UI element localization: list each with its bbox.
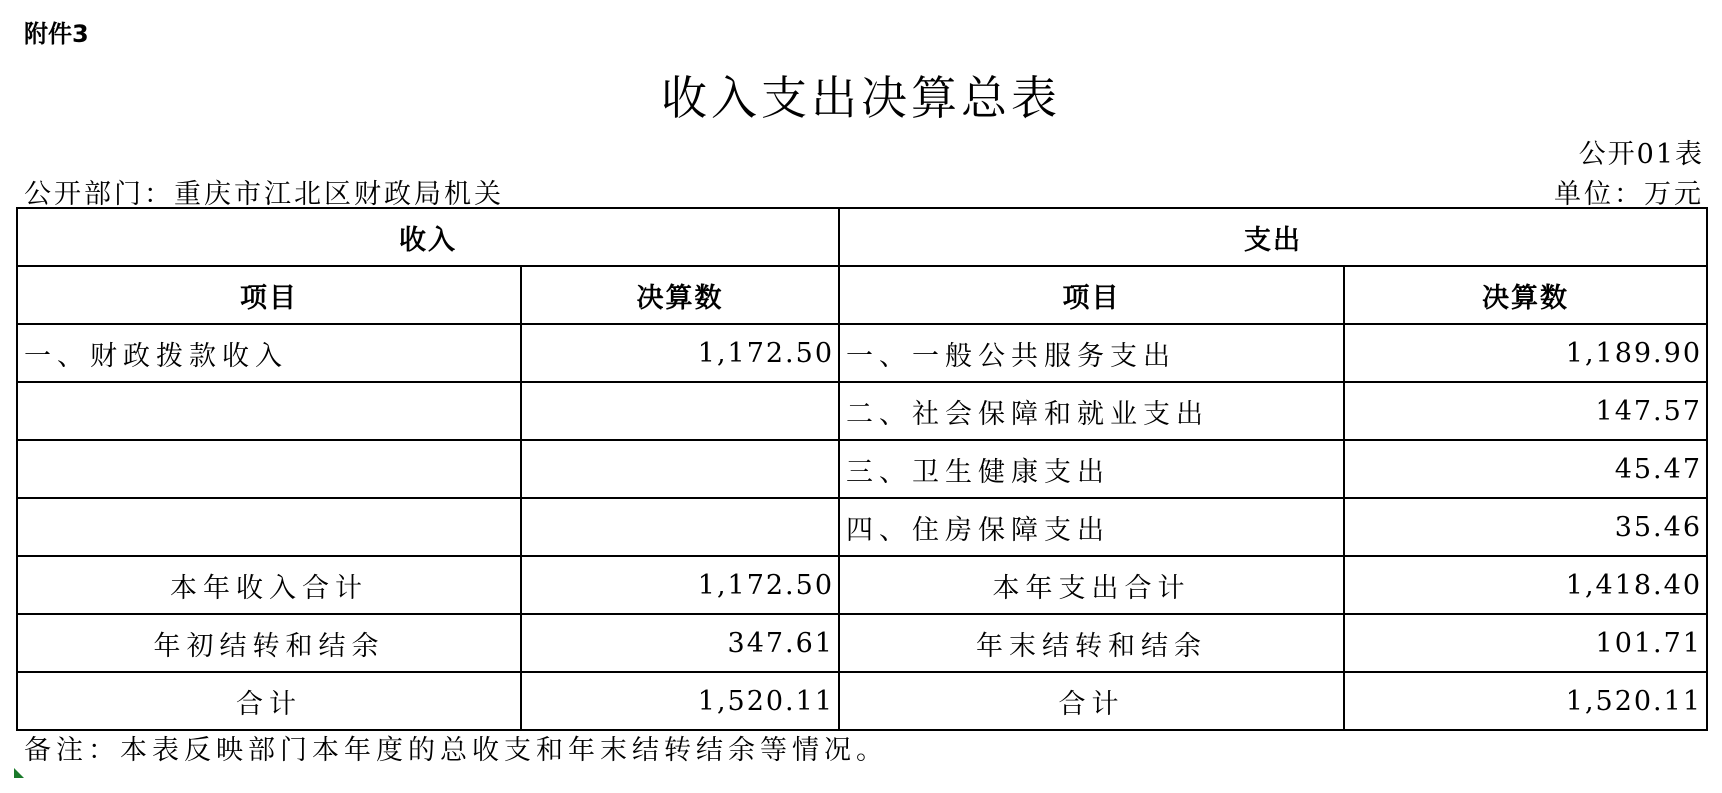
- expense-item: 二、社会保障和就业支出: [839, 382, 1344, 440]
- income-item: [17, 440, 521, 498]
- income-item-header: 项目: [17, 266, 521, 324]
- income-amount: [521, 440, 839, 498]
- income-amount: 1,172.50: [521, 324, 839, 382]
- income-total-amount: 1,172.50: [521, 556, 839, 614]
- table-row: [17, 382, 1707, 440]
- income-carryover-amount: 347.61: [521, 614, 839, 672]
- column-header-row: [17, 266, 1707, 324]
- page-title: 收入支出决算总表: [661, 71, 1061, 125]
- income-carryover-label: 年初结转和结余: [17, 614, 521, 672]
- cell-comment-marker: [14, 768, 24, 778]
- expense-item: 四、住房保障支出: [839, 498, 1344, 556]
- expense-grand-total-amount: 1,520.11: [1344, 672, 1707, 730]
- expense-item: 三、卫生健康支出: [839, 440, 1344, 498]
- expense-item: 一、一般公共服务支出: [839, 324, 1344, 382]
- table-number: 公开01表: [1578, 139, 1704, 170]
- attachment-label: 附件3: [24, 20, 89, 48]
- expense-item-header: 项目: [839, 266, 1344, 324]
- income-group-header: 收入: [17, 208, 839, 266]
- income-amount: [521, 382, 839, 440]
- expense-carryover-amount: 101.71: [1344, 614, 1707, 672]
- expense-amount: 45.47: [1344, 440, 1707, 498]
- table-row: [17, 324, 1707, 382]
- income-amount-header: 决算数: [521, 266, 839, 324]
- carryover-row: [17, 614, 1707, 672]
- expense-amount: 35.46: [1344, 498, 1707, 556]
- expense-amount-header: 决算数: [1344, 266, 1707, 324]
- department-label: 公开部门：重庆市江北区财政局机关: [24, 179, 504, 210]
- expense-amount: 147.57: [1344, 382, 1707, 440]
- income-item: [17, 382, 521, 440]
- unit-label: 单位：万元: [1554, 179, 1704, 210]
- footnote: 备注：本表反映部门本年度的总收支和年末结转结余等情况。: [24, 735, 888, 766]
- expense-group-header: 支出: [839, 208, 1707, 266]
- income-amount: [521, 498, 839, 556]
- expense-total-label: 本年支出合计: [839, 556, 1344, 614]
- grand-total-row: [17, 672, 1707, 730]
- table-row: [17, 440, 1707, 498]
- income-item: 一、财政拨款收入: [17, 324, 521, 382]
- income-grand-total-label: 合计: [17, 672, 521, 730]
- expense-amount: 1,189.90: [1344, 324, 1707, 382]
- income-total-label: 本年收入合计: [17, 556, 521, 614]
- expense-carryover-label: 年末结转和结余: [839, 614, 1344, 672]
- expense-grand-total-label: 合计: [839, 672, 1344, 730]
- table-row: [17, 498, 1707, 556]
- group-header-row: [17, 208, 1707, 266]
- income-item: [17, 498, 521, 556]
- expense-total-amount: 1,418.40: [1344, 556, 1707, 614]
- income-expense-table: [16, 207, 1708, 731]
- total-row: [17, 556, 1707, 614]
- income-grand-total-amount: 1,520.11: [521, 672, 839, 730]
